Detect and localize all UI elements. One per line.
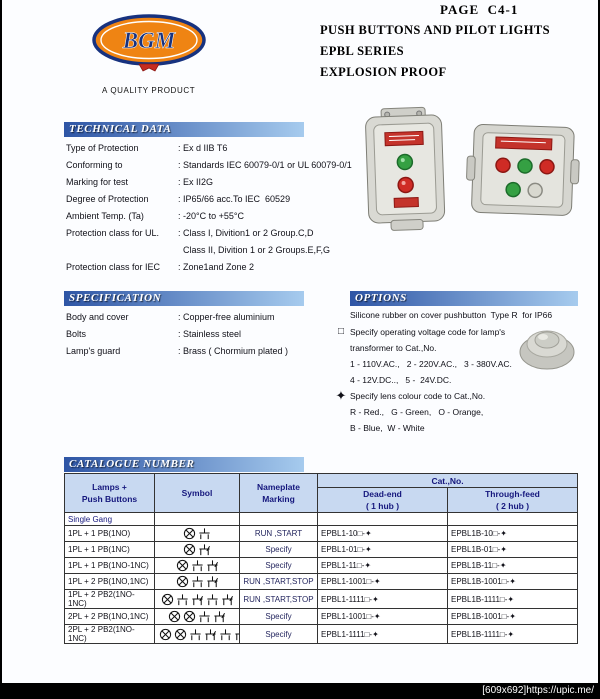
nc-contact-icon [204, 628, 217, 641]
through-feed-cell: EPBL1B-10□-✦ [448, 526, 578, 542]
symbol-cell [155, 590, 240, 609]
technical-data-rows [66, 139, 396, 275]
document-title [320, 20, 550, 83]
through-feed-cell: EPBL1B-11□-✦ [448, 558, 578, 574]
lamps-cell: 1PL + 2 PB2(1NO-1NC) [65, 590, 155, 609]
through-feed-cell: EPBL1B-01□-✦ [448, 542, 578, 558]
dead-end-cell: EPBL1-10□-✦ [318, 526, 448, 542]
tech-row: Ambient Temp. (Ta) : -20°C to +55°C [66, 210, 244, 221]
col-header-catno: Cat.,No. [318, 474, 578, 488]
lamp-symbol-icon [174, 628, 187, 641]
lens-codes-2: B - Blue, W - White [350, 423, 425, 433]
dead-end-cell: EPBL1-01□-✦ [318, 542, 448, 558]
quality-tagline: A QUALITY PRODUCT [102, 86, 196, 95]
lamps-cell: 1PL + 1 PB(1NC) [65, 542, 155, 558]
symbol-cell [155, 625, 240, 644]
bgm-logo [90, 14, 212, 81]
col-header-through-feed: Through-feed ( 2 hub ) [448, 488, 578, 513]
nameplate-cell: Specify [240, 558, 318, 574]
nc-contact-icon [206, 575, 219, 588]
tech-row: Class II, Divition 1 or 2 Groups.E,F,G [178, 244, 331, 255]
catalogue-table [64, 473, 578, 644]
tech-row: Protection class for IEC : Zone1and Zone 2 [66, 261, 255, 272]
lamp-symbol-icon [168, 610, 181, 623]
group-row-single-gang [65, 513, 578, 526]
catalogue-number-header: CATALOGUE NUMBER [64, 457, 304, 472]
silicone-boot-photo [518, 318, 576, 377]
nc-contact-icon [206, 559, 219, 572]
lamp-symbol-icon [161, 593, 174, 606]
no-contact-icon [191, 575, 204, 588]
dead-end-cell: EPBL1-11□-✦ [318, 558, 448, 574]
lamp-symbol-icon [183, 527, 196, 540]
symbol-cell [155, 574, 240, 590]
specification-header: SPECIFICATION [64, 291, 304, 306]
tech-row: Type of Protection : Ex d IIB T6 [66, 142, 228, 153]
table-row [65, 625, 578, 644]
symbol-cell [155, 558, 240, 574]
symbol-cell [155, 542, 240, 558]
no-contact-icon [191, 559, 204, 572]
title-line-1: PUSH BUTTONS AND PILOT LIGHTS [320, 23, 550, 37]
no-contact-icon [189, 628, 202, 641]
group-label: Single Gang [65, 513, 155, 526]
tech-row: Marking for test : Ex II2G [66, 176, 214, 187]
tech-row: Conforming to : Standards IEC 60079-0/1 or UL 60079-0/1 [66, 159, 352, 170]
lamps-cell: 1PL + 1 PB(1NO) [65, 526, 155, 542]
nc-contact-icon [221, 593, 234, 606]
col-header-dead-end: Dead-end ( 1 hub ) [318, 488, 448, 513]
product-photo-right [465, 124, 580, 216]
watermark-bar: [609x692]https://upic.me/ [2, 683, 598, 699]
lens-codes-1: R - Red., G - Green, O - Orange, [350, 407, 484, 417]
table-row [65, 542, 578, 558]
lamp-symbol-icon [183, 543, 196, 556]
nameplate-cell: RUN ,START [240, 526, 318, 542]
nc-contact-icon [198, 543, 211, 556]
through-feed-cell: EPBL1B-1111□-✦ [448, 625, 578, 644]
lens-text: Specify lens colour code to Cat.,No. [350, 391, 486, 401]
four-point-star-icon: ✦ [335, 388, 347, 403]
title-line-2: EPBL SERIES [320, 44, 404, 58]
specification-rows [66, 308, 366, 359]
logo-text: BGM [122, 28, 176, 53]
lamp-symbol-icon [176, 575, 189, 588]
nameplate-cell: Specify [240, 609, 318, 625]
voltage-codes-2: 4 - 12V.DC.., 5 - 24V.DC. [350, 375, 452, 385]
lamp-symbol-icon [183, 610, 196, 623]
dead-end-cell: EPBL1-1001□-✦ [318, 574, 448, 590]
through-feed-cell: EPBL1B-1111□-✦ [448, 590, 578, 609]
lamps-cell: 2PL + 2 PB(1NO,1NC) [65, 609, 155, 625]
table-row [65, 609, 578, 625]
through-feed-cell: EPBL1B-1001□-✦ [448, 574, 578, 590]
no-contact-icon [219, 628, 232, 641]
no-contact-icon [206, 593, 219, 606]
options-item-lens [332, 388, 582, 436]
nc-contact-icon [191, 593, 204, 606]
tech-row: Protection class for UL. : Class I, Divition1 or 2 Group.C,D [66, 227, 314, 238]
dead-end-cell: EPBL1-1111□-✦ [318, 625, 448, 644]
voltage-codes-1: 1 - 110V.AC., 2 - 220V.AC., 3 - 380V.AC. [350, 359, 512, 369]
col-header-symbol: Symbol [155, 474, 240, 513]
table-row [65, 558, 578, 574]
no-contact-icon [176, 593, 189, 606]
voltage-text-1: Specify operating voltage code for lamp's [350, 327, 506, 337]
spec-row: Bolts : Stainless steel [66, 328, 242, 339]
options-line-silicone: Silicone rubber on cover pushbutton Type R for IP66 [350, 310, 553, 320]
dead-end-cell: EPBL1-1111□-✦ [318, 590, 448, 609]
no-contact-icon [198, 610, 211, 623]
nameplate-cell: Specify [240, 542, 318, 558]
table-row [65, 526, 578, 542]
table-row [65, 590, 578, 609]
nc-contact-icon [234, 628, 240, 641]
table-row [65, 574, 578, 590]
symbol-cell [155, 526, 240, 542]
no-contact-icon [198, 527, 211, 540]
lamps-cell: 1PL + 1 PB(1NO-1NC) [65, 558, 155, 574]
title-line-3: EXPLOSION PROOF [320, 65, 447, 79]
options-header: OPTIONS [350, 291, 578, 306]
technical-data-header: TECHNICAL DATA [64, 122, 304, 137]
through-feed-cell: EPBL1B-1001□-✦ [448, 609, 578, 625]
nameplate-cell: Specify [240, 625, 318, 644]
logo-ribbon [139, 64, 159, 71]
col-header-lamps: Lamps + Push Buttons [65, 474, 155, 513]
symbol-cell [155, 609, 240, 625]
lamps-cell: 1PL + 2 PB(1NO,1NC) [65, 574, 155, 590]
spec-row: Lamp's guard : Brass ( Chormium plated ) [66, 345, 289, 356]
nameplate-cell: RUN ,START,STOP [240, 590, 318, 609]
dead-end-cell: EPBL1-1001□-✦ [318, 609, 448, 625]
checkbox-square-icon: □ [337, 326, 345, 337]
voltage-text-2: transformer to Cat.,No. [350, 343, 437, 353]
page-number: PAGE C4-1 [440, 2, 519, 17]
tech-row: Degree of Protection : IP65/66 acc.To IEC 60529 [66, 193, 291, 204]
catalogue-header-row-1 [65, 474, 578, 488]
lamps-cell: 2PL + 2 PB2(1NO-1NC) [65, 625, 155, 644]
nameplate-cell: RUN ,START,STOP [240, 574, 318, 590]
lamp-symbol-icon [159, 628, 172, 641]
nc-contact-icon [213, 610, 226, 623]
col-header-nameplate: Nameplate Marking [240, 474, 318, 513]
spec-row: Body and cover : Copper-free aluminium [66, 311, 275, 322]
lamp-symbol-icon [176, 559, 189, 572]
